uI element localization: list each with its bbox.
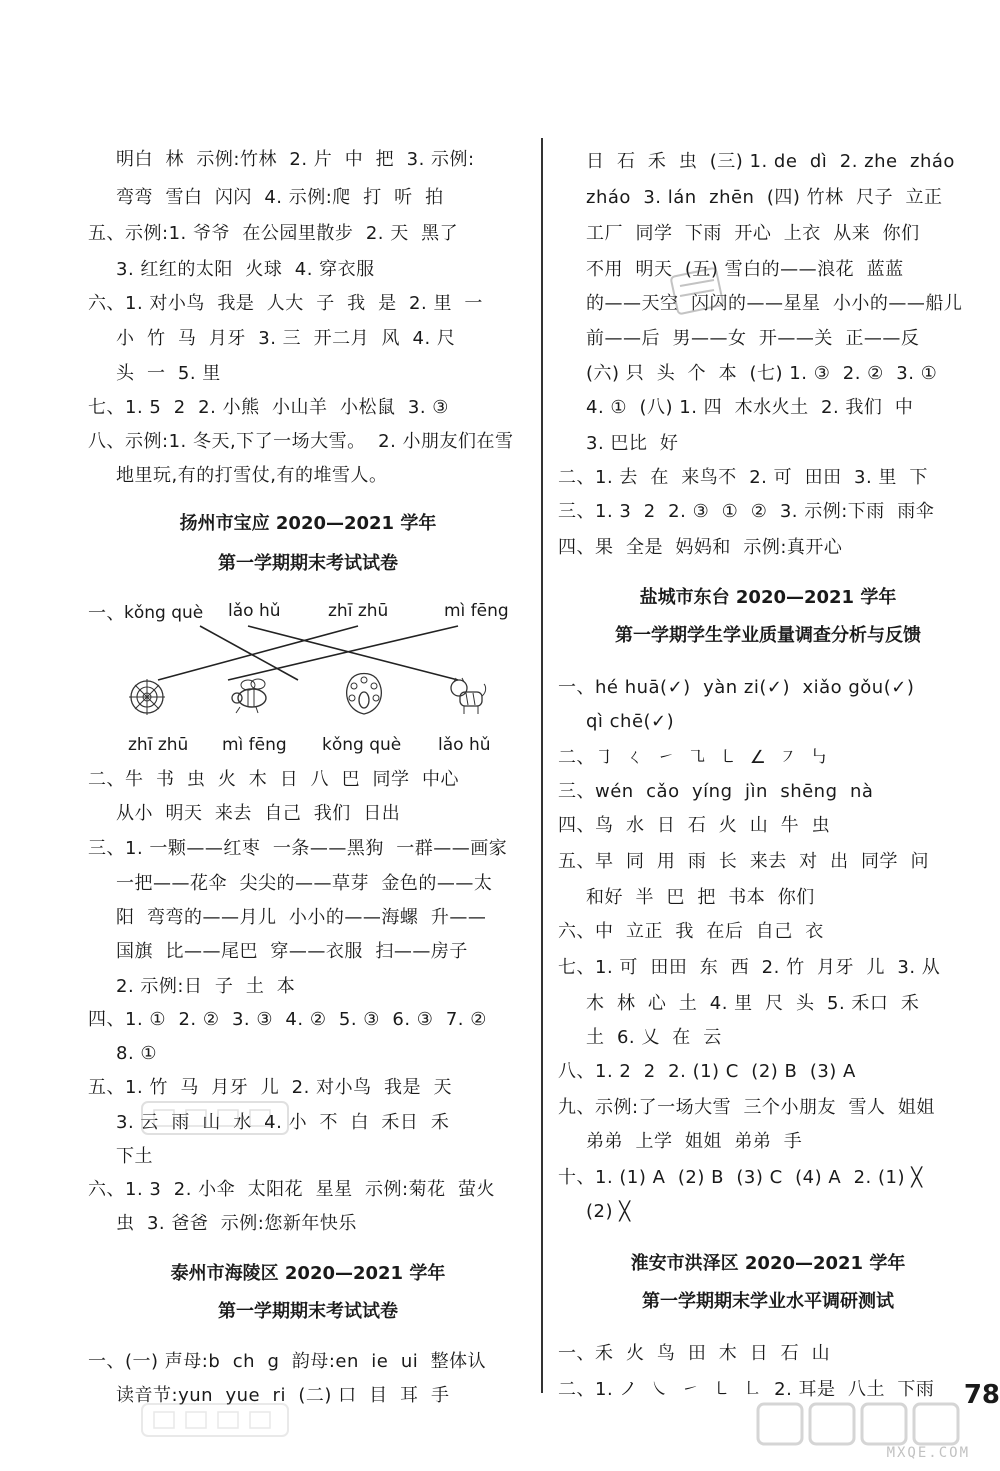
text-line: 二、牛 书 虫 火 木 日 八 巴 同学 中心 [88, 769, 459, 790]
text-line: 十、1. (1) A (2) B (3) C (4) A 2. (1) ╳ [558, 1167, 923, 1188]
text-line: 一把——花伞 尖尖的——草芽 金色的——太 [116, 873, 493, 894]
text-line: 下土 [116, 1146, 153, 1167]
text-line: 五、示例:1. 爷爷 在公园里散步 2. 天 黑了 [88, 223, 459, 244]
text-line: 明白 林 示例:竹林 2. 片 中 把 3. 示例: [116, 149, 475, 170]
stamp-icon [668, 262, 726, 320]
page-number: 78 [963, 1380, 1000, 1410]
text-line: 地里玩,有的打雪仗,有的堆雪人。 [116, 465, 388, 486]
text-line: 四、果 全是 妈妈和 示例:真开心 [558, 537, 843, 558]
text-line: 日 石 禾 虫 (三) 1. de dì 2. zhe zháo [586, 151, 955, 172]
pinyin-label: mì fēng [444, 601, 509, 621]
text-line: 土 6. 乂 在 云 [586, 1027, 722, 1048]
text-line: 五、早 同 用 雨 长 来去 对 出 同学 问 [558, 851, 929, 872]
text-line: 一、hé huā(✓) yàn zi(✓) xiǎo gǒu(✓) [558, 677, 915, 698]
text-line: 四、1. ① 2. ② 3. ③ 4. ② 5. ③ 6. ③ 7. ② [88, 1009, 487, 1030]
text-line: 不用 明天 (五) 雪白的——浪花 蓝蓝 [586, 259, 904, 280]
question-number: 一、 [88, 603, 125, 624]
text-line: 前——后 男——女 开——关 正——反 [586, 328, 920, 349]
exam-title: 盐城市东台 2020—2021 学年 [639, 587, 897, 608]
text-line: 阳 弯弯的——月儿 小小的——海螺 升—— [116, 907, 487, 928]
exam-title: 扬州市宝应 2020—2021 学年 [179, 513, 437, 534]
text-line: 二、1. ノ ㇏ ㇀ ㇄ ㇗ 2. 耳是 八土 下雨 [558, 1379, 935, 1400]
text-line: 弟弟 上学 姐姐 弟弟 手 [586, 1131, 803, 1152]
text-line: (2) ╳ [586, 1201, 631, 1222]
text-line: 3. 红红的太阳 火球 4. 穿衣服 [116, 259, 375, 280]
tiger-icon [446, 676, 488, 718]
bee-icon [226, 674, 276, 716]
exam-subtitle: 第一学期期末考试试卷 [218, 1301, 398, 1322]
exam-subtitle: 第一学期期末考试试卷 [218, 553, 398, 574]
text-line: 的——天空 闪闪的——星星 小小的——船儿 [586, 293, 963, 314]
text-line: 七、1. 可 田田 东 西 2. 竹 月牙 儿 3. 从 [558, 957, 941, 978]
pinyin-label: lǎo hǔ [228, 601, 281, 621]
text-line: 六、1. 对小鸟 我是 人大 子 我 是 2. 里 一 [88, 293, 483, 314]
text-line: 虫 3. 爸爸 示例:您新年快乐 [116, 1213, 357, 1234]
text-line: (六) 只 头 个 本 (七) 1. ③ 2. ② 3. ① [586, 363, 938, 384]
text-line: 七、1. 5 2 2. 小熊 小山羊 小松鼠 3. ③ [88, 397, 449, 418]
text-line: 从小 明天 来去 自己 我们 日出 [116, 803, 401, 824]
pinyin-label: kǒng què [322, 735, 402, 755]
text-line: 和好 半 巴 把 书本 你们 [586, 887, 815, 908]
pinyin-label: zhī zhū [328, 601, 389, 621]
text-line: 八、1. 2 2 2. (1) C (2) B (3) A [558, 1061, 856, 1082]
column-divider [541, 138, 543, 1393]
watermark-stamp-icon [140, 1400, 290, 1440]
text-line: 头 一 5. 里 [116, 363, 221, 384]
pinyin-label: lǎo hǔ [438, 735, 491, 755]
text-line: 五、1. 竹 马 月牙 儿 2. 对小鸟 我是 天 [88, 1077, 452, 1098]
exam-subtitle: 第一学期学生学业质量调查分析与反馈 [615, 625, 921, 646]
watermark-stamp-icon [140, 1098, 290, 1138]
text-line: 四、鸟 水 日 石 火 山 牛 虫 [558, 815, 831, 836]
text-line: 工厂 同学 下雨 开心 上衣 从来 你们 [586, 223, 920, 244]
text-line: 八、示例:1. 冬天,下了一场大雪。 2. 小朋友们在雪 [88, 431, 514, 452]
exam-title: 淮安市洪泽区 2020—2021 学年 [630, 1253, 906, 1274]
text-line: 木 林 心 土 4. 里 尺 头 5. 禾口 禾 [586, 993, 920, 1014]
pinyin-label: zhī zhū [128, 735, 189, 755]
text-line: 3. 云 雨 山 水 4. 小 不 白 禾日 禾 [116, 1112, 450, 1133]
text-line: 三、1. 3 2 2. ③ ① ② 3. 示例:下雨 雨伞 [558, 501, 935, 522]
text-line: 2. 示例:日 子 土 本 [116, 976, 296, 997]
text-line: 三、1. 一颗——红枣 一条——黑狗 一群——画家 [88, 838, 508, 859]
pinyin-label: kǒng què [124, 603, 204, 623]
text-line: 4. ① (八) 1. 四 木水火土 2. 我们 中 [586, 397, 914, 418]
text-line: 六、中 立正 我 在后 自己 衣 [558, 921, 824, 942]
peacock-icon [340, 670, 388, 718]
text-line: 二、1. 去 在 来鸟不 2. 可 田田 3. 里 下 [558, 467, 928, 488]
text-line: 九、示例:了一场大雪 三个小朋友 雪人 姐姐 [558, 1097, 935, 1118]
text-line: zháo 3. lán zhēn (四) 竹林 尺子 立正 [586, 187, 943, 208]
text-line: 小 竹 马 月牙 3. 三 开二月 风 4. 尺 [116, 328, 456, 349]
spider-web-icon [126, 676, 168, 718]
text-line: 8. ① [116, 1043, 158, 1064]
text-line: 读音节:yun yue ri (二) 口 目 耳 手 [116, 1385, 450, 1406]
text-line: 二、㇆ ㄑ ㇀ ㇈ ㇄ ∠ ㇇ ㇉ [558, 747, 829, 768]
text-line: 一、禾 火 鸟 田 木 日 石 山 [558, 1343, 831, 1364]
text-line: 六、1. 3 2. 小伞 太阳花 星星 示例:菊花 萤火 [88, 1179, 496, 1200]
text-line: qì chē(✓) [586, 711, 675, 732]
text-line: 国旗 比——尾巴 穿——衣服 扫——房子 [116, 941, 468, 962]
text-line: 弯弯 雪白 闪闪 4. 示例:爬 打 听 拍 [116, 187, 444, 208]
watermark-text: MXQE.COM [886, 1445, 970, 1461]
text-line: 三、wén cǎo yíng jìn shēng nà [558, 781, 874, 802]
exam-title: 泰州市海陵区 2020—2021 学年 [170, 1263, 446, 1284]
text-line: 3. 巴比 好 [586, 433, 679, 454]
text-line: 一、(一) 声母:b ch g 韵母:en ie ui 整体认 [88, 1351, 487, 1372]
pinyin-label: mì fēng [222, 735, 287, 755]
exam-subtitle: 第一学期期末学业水平调研测试 [642, 1291, 894, 1312]
